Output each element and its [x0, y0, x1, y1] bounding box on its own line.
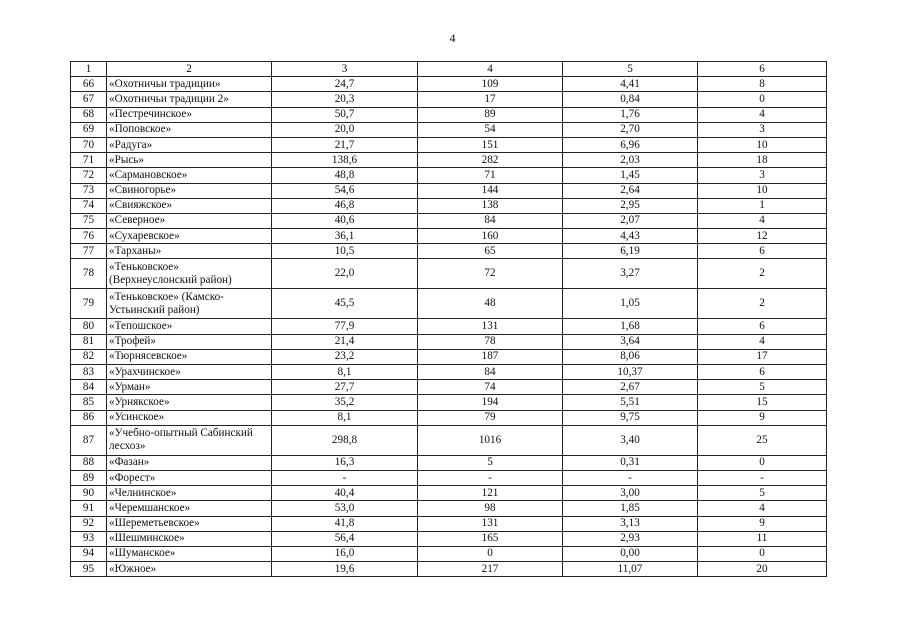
- hunting-ground-name-cell: «Тюрнясевское»: [107, 349, 272, 364]
- column-4-value-cell: 109: [418, 77, 563, 92]
- table-row: [71, 289, 827, 319]
- column-4-value-cell: 5: [418, 455, 563, 470]
- hunting-ground-name-cell: «Учебно-опытный Сабинский лесхоз»: [107, 425, 272, 455]
- hunting-ground-name-cell: «Урнякское»: [107, 395, 272, 410]
- column-6-value-cell: -: [698, 470, 827, 485]
- table-row: [71, 486, 827, 501]
- column-4-value-cell: 48: [418, 289, 563, 319]
- column-5-value-cell: 0,84: [563, 92, 698, 107]
- hunting-ground-name-cell: «Теньковское» (Камско-Устьинский район): [107, 289, 272, 319]
- column-4-value-cell: 131: [418, 516, 563, 531]
- hunting-ground-name-cell: «Шереметьевское»: [107, 516, 272, 531]
- column-4-value-cell: 98: [418, 501, 563, 516]
- column-6-value-cell: 9: [698, 516, 827, 531]
- header-row: [71, 62, 827, 77]
- column-3-value-cell: 54,6: [272, 183, 418, 198]
- column-6-value-cell: 5: [698, 486, 827, 501]
- table-row: [71, 365, 827, 380]
- column-3-value-cell: -: [272, 470, 418, 485]
- column-4-value-cell: 121: [418, 486, 563, 501]
- table-row: [71, 516, 827, 531]
- column-6-value-cell: 4: [698, 334, 827, 349]
- row-number-cell: 68: [71, 107, 107, 122]
- page-number: 4: [449, 31, 456, 45]
- hunting-ground-name-cell: «Рысь»: [107, 153, 272, 168]
- row-number-cell: 73: [71, 183, 107, 198]
- column-5-value-cell: 1,05: [563, 289, 698, 319]
- column-3-value-cell: 16,0: [272, 546, 418, 561]
- column-6-value-cell: 8: [698, 77, 827, 92]
- column-6-value-cell: 17: [698, 349, 827, 364]
- column-6-value-cell: 6: [698, 319, 827, 334]
- column-4-value-cell: 151: [418, 137, 563, 152]
- row-number-cell: 85: [71, 395, 107, 410]
- column-5-value-cell: 3,13: [563, 516, 698, 531]
- column-3-value-cell: 20,3: [272, 92, 418, 107]
- column-3-value-cell: 23,2: [272, 349, 418, 364]
- column-4-value-cell: 282: [418, 153, 563, 168]
- hunting-ground-name-cell: «Сармановское»: [107, 168, 272, 183]
- column-4-value-cell: 89: [418, 107, 563, 122]
- hunting-ground-name-cell: «Шуманское»: [107, 546, 272, 561]
- column-5-value-cell: 1,76: [563, 107, 698, 122]
- row-number-cell: 67: [71, 92, 107, 107]
- hunting-ground-name-cell: «Шешминское»: [107, 531, 272, 546]
- row-number-cell: 70: [71, 137, 107, 152]
- row-number-cell: 93: [71, 531, 107, 546]
- column-4-value-cell: 72: [418, 259, 563, 289]
- row-number-cell: 69: [71, 122, 107, 137]
- column-4-value-cell: 138: [418, 198, 563, 213]
- column-header: 2: [107, 62, 272, 77]
- hunting-ground-name-cell: «Тепошское»: [107, 319, 272, 334]
- column-5-value-cell: 6,96: [563, 137, 698, 152]
- column-3-value-cell: 36,1: [272, 229, 418, 244]
- row-number-cell: 94: [71, 546, 107, 561]
- column-3-value-cell: 298,8: [272, 425, 418, 455]
- table-row: [71, 455, 827, 470]
- column-6-value-cell: 12: [698, 229, 827, 244]
- column-3-value-cell: 20,0: [272, 122, 418, 137]
- row-number-cell: 89: [71, 470, 107, 485]
- column-6-value-cell: 4: [698, 213, 827, 228]
- row-number-cell: 83: [71, 365, 107, 380]
- column-6-value-cell: 10: [698, 183, 827, 198]
- column-6-value-cell: 10: [698, 137, 827, 152]
- column-4-value-cell: 65: [418, 244, 563, 259]
- hunting-ground-name-cell: «Тарханы»: [107, 244, 272, 259]
- column-3-value-cell: 8,1: [272, 410, 418, 425]
- row-number-cell: 66: [71, 77, 107, 92]
- column-4-value-cell: 1016: [418, 425, 563, 455]
- column-5-value-cell: 1,85: [563, 501, 698, 516]
- hunting-ground-name-cell: «Свиногорье»: [107, 183, 272, 198]
- column-4-value-cell: 78: [418, 334, 563, 349]
- hunting-ground-name-cell: «Пестречинское»: [107, 107, 272, 122]
- hunting-ground-name-cell: «Южное»: [107, 562, 272, 577]
- table-row: [71, 137, 827, 152]
- table-row: [71, 122, 827, 137]
- column-3-value-cell: 24,7: [272, 77, 418, 92]
- column-5-value-cell: 4,43: [563, 229, 698, 244]
- column-6-value-cell: 6: [698, 365, 827, 380]
- table-row: [71, 425, 827, 455]
- column-4-value-cell: 74: [418, 380, 563, 395]
- column-6-value-cell: 1: [698, 198, 827, 213]
- column-4-value-cell: 17: [418, 92, 563, 107]
- column-6-value-cell: 5: [698, 380, 827, 395]
- column-5-value-cell: 5,51: [563, 395, 698, 410]
- hunting-ground-name-cell: «Форест»: [107, 470, 272, 485]
- column-5-value-cell: 6,19: [563, 244, 698, 259]
- column-4-value-cell: 187: [418, 349, 563, 364]
- hunting-ground-name-cell: «Черемшанское»: [107, 501, 272, 516]
- column-3-value-cell: 77,9: [272, 319, 418, 334]
- table-row: [71, 92, 827, 107]
- column-6-value-cell: 20: [698, 562, 827, 577]
- column-5-value-cell: 2,93: [563, 531, 698, 546]
- table-row: [71, 334, 827, 349]
- table-row: [71, 380, 827, 395]
- column-6-value-cell: 3: [698, 122, 827, 137]
- column-header: 3: [272, 62, 418, 77]
- row-number-cell: 80: [71, 319, 107, 334]
- hunting-ground-name-cell: «Теньковское» (Верхнеуслонский район): [107, 259, 272, 289]
- row-number-cell: 71: [71, 153, 107, 168]
- table-row: [71, 183, 827, 198]
- column-5-value-cell: 1,45: [563, 168, 698, 183]
- column-5-value-cell: 3,40: [563, 425, 698, 455]
- row-number-cell: 86: [71, 410, 107, 425]
- row-number-cell: 77: [71, 244, 107, 259]
- column-4-value-cell: 84: [418, 365, 563, 380]
- hunting-ground-name-cell: «Трофей»: [107, 334, 272, 349]
- table-row: [71, 244, 827, 259]
- column-6-value-cell: 2: [698, 289, 827, 319]
- table-row: [71, 395, 827, 410]
- row-number-cell: 84: [71, 380, 107, 395]
- column-3-value-cell: 21,7: [272, 137, 418, 152]
- hunting-ground-name-cell: «Усинское»: [107, 410, 272, 425]
- hunting-ground-name-cell: «Охотничьи традиции»: [107, 77, 272, 92]
- hunting-ground-name-cell: «Радуга»: [107, 137, 272, 152]
- row-number-cell: 91: [71, 501, 107, 516]
- row-number-cell: 78: [71, 259, 107, 289]
- table-row: [71, 410, 827, 425]
- column-4-value-cell: 131: [418, 319, 563, 334]
- column-3-value-cell: 138,6: [272, 153, 418, 168]
- column-4-value-cell: 84: [418, 213, 563, 228]
- column-5-value-cell: -: [563, 470, 698, 485]
- row-number-cell: 76: [71, 229, 107, 244]
- table-body: [71, 62, 827, 577]
- hunting-ground-name-cell: «Урахчинское»: [107, 365, 272, 380]
- column-6-value-cell: 11: [698, 531, 827, 546]
- column-5-value-cell: 3,27: [563, 259, 698, 289]
- row-number-cell: 95: [71, 562, 107, 577]
- column-5-value-cell: 11,07: [563, 562, 698, 577]
- table-row: [71, 213, 827, 228]
- column-6-value-cell: 2: [698, 259, 827, 289]
- column-4-value-cell: 144: [418, 183, 563, 198]
- column-6-value-cell: 6: [698, 244, 827, 259]
- column-5-value-cell: 2,70: [563, 122, 698, 137]
- column-6-value-cell: 0: [698, 546, 827, 561]
- table-row: [71, 562, 827, 577]
- column-3-value-cell: 22,0: [272, 259, 418, 289]
- column-3-value-cell: 16,3: [272, 455, 418, 470]
- row-number-cell: 92: [71, 516, 107, 531]
- column-3-value-cell: 40,6: [272, 213, 418, 228]
- column-6-value-cell: 4: [698, 501, 827, 516]
- row-number-cell: 81: [71, 334, 107, 349]
- table-row: [71, 168, 827, 183]
- column-6-value-cell: 18: [698, 153, 827, 168]
- column-4-value-cell: 79: [418, 410, 563, 425]
- column-3-value-cell: 46,8: [272, 198, 418, 213]
- column-header: 1: [71, 62, 107, 77]
- row-number-cell: 72: [71, 168, 107, 183]
- table-row: [71, 531, 827, 546]
- column-3-value-cell: 53,0: [272, 501, 418, 516]
- column-5-value-cell: 2,95: [563, 198, 698, 213]
- column-header: 4: [418, 62, 563, 77]
- column-6-value-cell: 25: [698, 425, 827, 455]
- table-row: [71, 77, 827, 92]
- column-6-value-cell: 15: [698, 395, 827, 410]
- column-3-value-cell: 56,4: [272, 531, 418, 546]
- column-5-value-cell: 4,41: [563, 77, 698, 92]
- column-4-value-cell: 165: [418, 531, 563, 546]
- column-3-value-cell: 45,5: [272, 289, 418, 319]
- column-5-value-cell: 9,75: [563, 410, 698, 425]
- column-6-value-cell: 3: [698, 168, 827, 183]
- table-row: [71, 198, 827, 213]
- column-5-value-cell: 10,37: [563, 365, 698, 380]
- row-number-cell: 79: [71, 289, 107, 319]
- column-3-value-cell: 8,1: [272, 365, 418, 380]
- hunting-ground-name-cell: «Урман»: [107, 380, 272, 395]
- table-row: [71, 470, 827, 485]
- column-4-value-cell: 71: [418, 168, 563, 183]
- column-4-value-cell: 0: [418, 546, 563, 561]
- column-5-value-cell: 2,03: [563, 153, 698, 168]
- column-4-value-cell: 217: [418, 562, 563, 577]
- column-4-value-cell: 160: [418, 229, 563, 244]
- table-row: [71, 107, 827, 122]
- column-5-value-cell: 0,31: [563, 455, 698, 470]
- column-6-value-cell: 9: [698, 410, 827, 425]
- table-row: [71, 153, 827, 168]
- column-3-value-cell: 10,5: [272, 244, 418, 259]
- column-3-value-cell: 35,2: [272, 395, 418, 410]
- column-5-value-cell: 2,64: [563, 183, 698, 198]
- data-table: [70, 61, 827, 577]
- column-5-value-cell: 3,64: [563, 334, 698, 349]
- row-number-cell: 87: [71, 425, 107, 455]
- table-row: [71, 546, 827, 561]
- hunting-ground-name-cell: «Поповское»: [107, 122, 272, 137]
- column-3-value-cell: 41,8: [272, 516, 418, 531]
- column-3-value-cell: 48,8: [272, 168, 418, 183]
- table-row: [71, 349, 827, 364]
- table-row: [71, 501, 827, 516]
- hunting-ground-name-cell: «Сухаревское»: [107, 229, 272, 244]
- column-3-value-cell: 50,7: [272, 107, 418, 122]
- column-5-value-cell: 1,68: [563, 319, 698, 334]
- column-5-value-cell: 8,06: [563, 349, 698, 364]
- row-number-cell: 90: [71, 486, 107, 501]
- row-number-cell: 74: [71, 198, 107, 213]
- column-6-value-cell: 4: [698, 107, 827, 122]
- hunting-ground-name-cell: «Фазан»: [107, 455, 272, 470]
- column-6-value-cell: 0: [698, 455, 827, 470]
- table-row: [71, 229, 827, 244]
- hunting-ground-name-cell: «Северное»: [107, 213, 272, 228]
- column-3-value-cell: 21,4: [272, 334, 418, 349]
- column-header: 6: [698, 62, 827, 77]
- row-number-cell: 75: [71, 213, 107, 228]
- column-5-value-cell: 3,00: [563, 486, 698, 501]
- hunting-ground-name-cell: «Охотничьи традиции 2»: [107, 92, 272, 107]
- column-4-value-cell: -: [418, 470, 563, 485]
- column-3-value-cell: 27,7: [272, 380, 418, 395]
- column-5-value-cell: 2,67: [563, 380, 698, 395]
- column-3-value-cell: 40,4: [272, 486, 418, 501]
- table-row: [71, 319, 827, 334]
- hunting-ground-name-cell: «Свияжское»: [107, 198, 272, 213]
- row-number-cell: 88: [71, 455, 107, 470]
- column-3-value-cell: 19,6: [272, 562, 418, 577]
- row-number-cell: 82: [71, 349, 107, 364]
- column-6-value-cell: 0: [698, 92, 827, 107]
- column-5-value-cell: 0,00: [563, 546, 698, 561]
- table-row: [71, 259, 827, 289]
- hunting-ground-name-cell: «Челнинское»: [107, 486, 272, 501]
- column-header: 5: [563, 62, 698, 77]
- column-5-value-cell: 2,07: [563, 213, 698, 228]
- column-4-value-cell: 194: [418, 395, 563, 410]
- column-4-value-cell: 54: [418, 122, 563, 137]
